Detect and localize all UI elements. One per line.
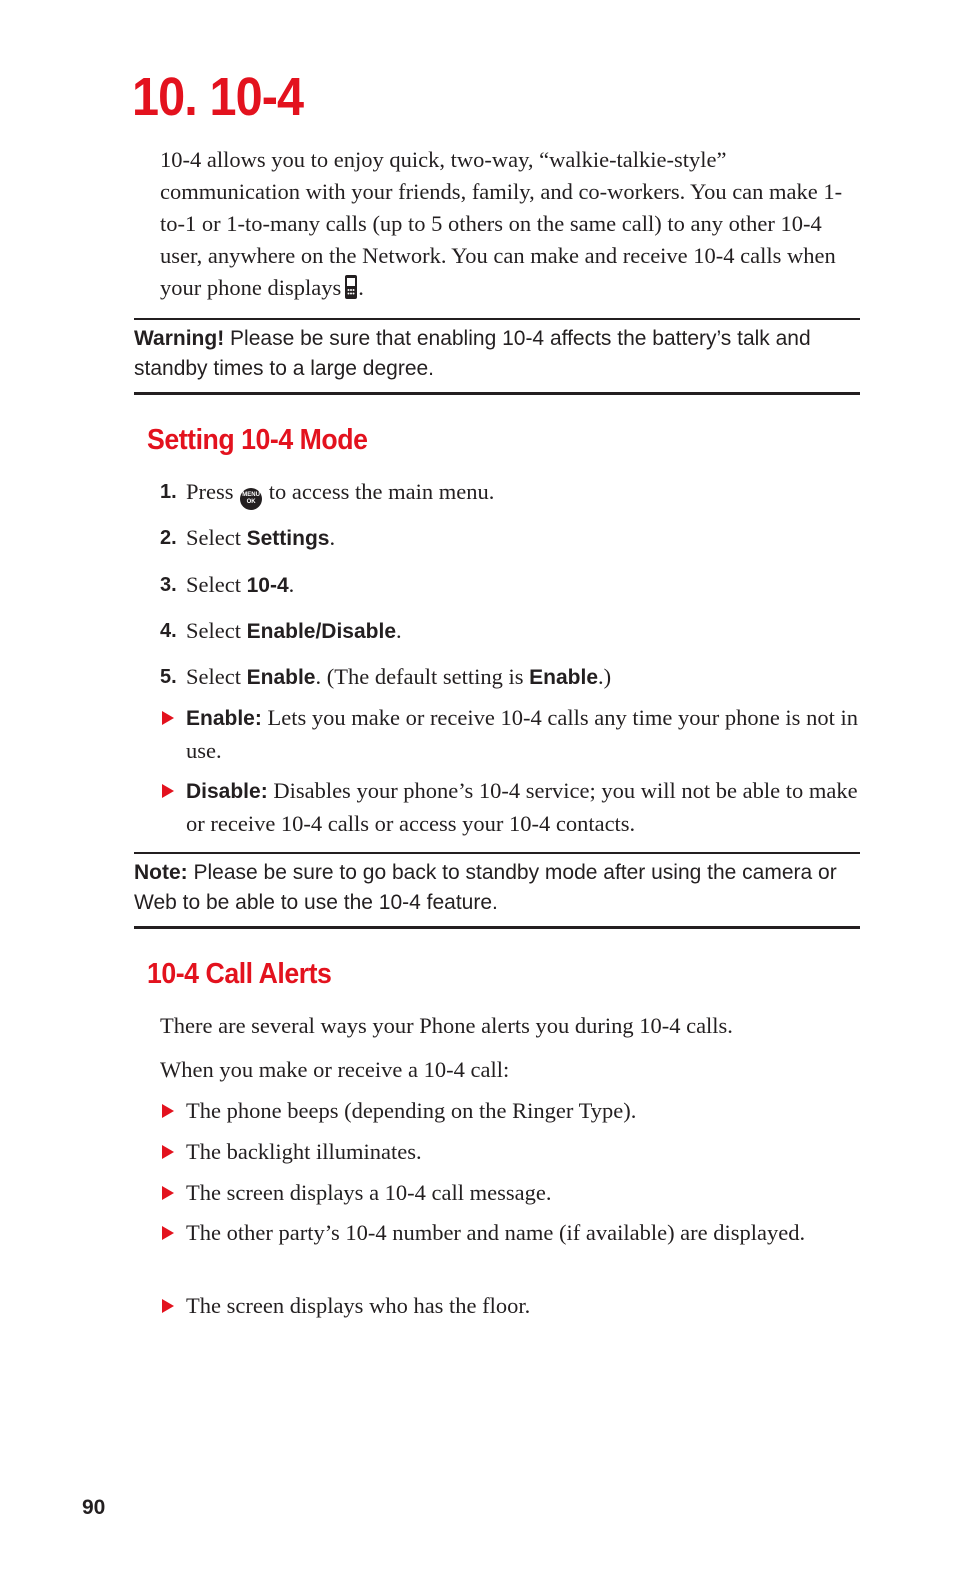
step-text-post: . [396,618,402,643]
step-text-post: . [329,525,336,550]
warning-text: Please be sure that enabling 10-4 affects the battery’s talk and standby times to a large degree. [134,327,811,380]
step-number: 4. [160,620,177,642]
bullet-arrow-icon [162,1104,174,1118]
bullet-arrow-icon [162,1226,174,1240]
list-item-text: The backlight illuminates. [186,1139,422,1164]
step-text-post: .) [598,664,612,689]
intro-paragraph [160,144,850,304]
section-heading-setting: Setting 10-4 Mode [147,424,368,456]
page-number: 90 [82,1496,106,1519]
menu-option-enable: Enable [246,666,316,689]
step-number: 2. [160,527,177,549]
alerts-paragraph-1 [160,1010,860,1042]
step-text-pre: Press [186,479,240,504]
step-text-pre: Select [186,664,247,689]
option-label: Enable: [186,707,262,730]
step-text [186,476,866,510]
step-text-pre: Select [186,525,247,550]
step-text-pre: Select [186,618,247,643]
option-description: Disables your phone’s 10-4 service; you will not be able to make or receive 10-4 calls or access your 10-4 contacts. [186,778,858,836]
step-text [186,569,866,602]
step-text-post: to access the main menu. [263,479,495,504]
option-text [186,702,866,767]
option-label: Disable: [186,780,268,803]
intro-end: . [358,275,364,300]
step-text [186,522,866,555]
bullet-arrow-icon [162,711,174,725]
intro-text: 10-4 allows you to enjoy quick, two-way, “walkie-talkie-style” communication with your friends, family, and co-workers. You can make 1-to-1 or 1-to-many calls (up to 5 others on the same call) to any other 10-4 user, anywhere on the Network. You can make and receive 10-4 calls when your phone displays [160,147,843,300]
step-text [186,615,866,648]
step-number: 3. [160,574,177,596]
bullet-arrow-icon [162,1299,174,1313]
menu-ok-key-icon [240,488,262,510]
menu-option-10-4: 10-4 [246,574,289,597]
warning-label: Warning! [134,327,225,350]
menu-option-settings: Settings [246,527,330,550]
list-item-text: The phone beeps (depending on the Ringer Type). [186,1098,637,1123]
default-setting-enable: Enable [529,666,599,689]
list-item-text: The screen displays a 10-4 call message. [186,1180,552,1205]
bullet-arrow-icon [162,1186,174,1200]
step-text [186,661,866,694]
phone-icon [344,275,358,299]
alerts-paragraph-2 [160,1054,860,1086]
note-box [134,852,860,929]
step-text-pre: Select [186,572,247,597]
menu-icon-bottom-label: OK [246,499,256,505]
step-number: 1. [160,481,177,503]
bullet-arrow-icon [162,1145,174,1159]
list-item-text: The screen displays who has the floor. [186,1293,531,1318]
step-text-post: . [288,572,295,597]
step-number: 5. [160,666,177,688]
option-description: Lets you make or receive 10-4 calls any time your phone is not in use. [186,705,858,763]
chapter-title: 10. 10-4 [132,67,304,127]
menu-icon-top-label: MENU [242,492,260,498]
menu-option-enable-disable: Enable/Disable [246,620,396,643]
list-item-text: The other party’s 10-4 number and name (if available) are displayed. [186,1220,806,1245]
paragraph-text: When you make or receive a 10-4 call: [160,1057,510,1082]
section-heading-alerts: 10-4 Call Alerts [147,958,332,990]
step-text-mid: . (The default setting is [315,664,530,689]
option-text [186,775,866,840]
bullet-arrow-icon [162,784,174,798]
paragraph-text: There are several ways your Phone alerts you during 10-4 calls. [160,1013,733,1038]
note-label: Note: [134,861,188,884]
warning-box [134,318,860,395]
note-text: Please be sure to go back to standby mode after using the camera or Web to be able to use the 10-4 feature. [134,861,837,914]
